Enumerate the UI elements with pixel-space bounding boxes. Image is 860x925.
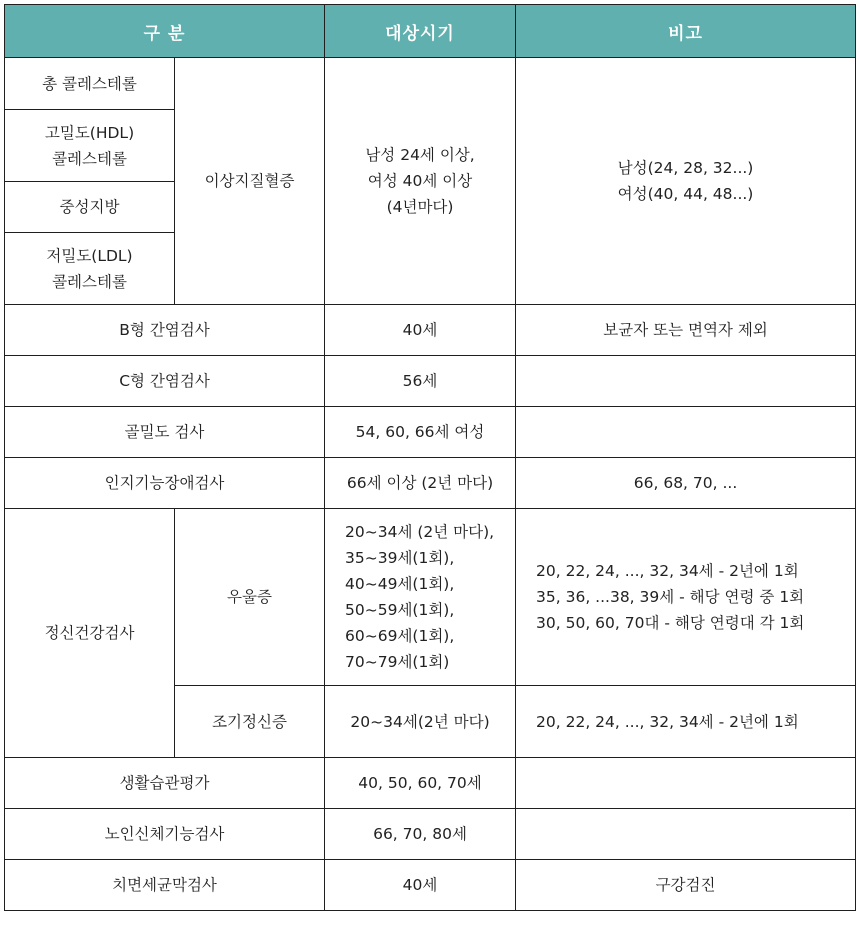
exam-period: 54, 60, 66세 여성 [325, 407, 516, 458]
lipid-item: 저밀도(LDL) 콜레스테롤 [5, 233, 175, 305]
exam-name: C형 간염검사 [5, 356, 325, 407]
exam-period: 66세 이상 (2년 마다) [325, 458, 516, 509]
depression-name: 우울증 [175, 509, 325, 686]
exam-period: 66, 70, 80세 [325, 809, 516, 860]
exam-name: 치면세균막검사 [5, 860, 325, 911]
table-row [5, 860, 856, 911]
exam-name: 생활습관평가 [5, 758, 325, 809]
exam-note: 보균자 또는 면역자 제외 [516, 305, 856, 356]
exam-name: 골밀도 검사 [5, 407, 325, 458]
header-note: 비고 [516, 5, 856, 58]
lipid-item: 총 콜레스테롤 [5, 58, 175, 110]
exam-name: 노인신체기능검사 [5, 809, 325, 860]
lipid-item: 중성지방 [5, 182, 175, 233]
exam-note: 구강검진 [516, 860, 856, 911]
psychosis-note: 20, 22, 24, ..., 32, 34세 - 2년에 1회 [516, 686, 856, 758]
exam-period: 40, 50, 60, 70세 [325, 758, 516, 809]
exam-period: 56세 [325, 356, 516, 407]
table-row [5, 58, 856, 110]
lipid-note: 남성(24, 28, 32...) 여성(40, 44, 48...) [516, 58, 856, 305]
screening-table [4, 4, 856, 911]
table-row [5, 809, 856, 860]
table-row [5, 758, 856, 809]
depression-period: 20~34세 (2년 마다), 35~39세(1회), 40~49세(1회), 50~59세(1회), 60~69세(1회), 70~79세(1회) [325, 509, 516, 686]
exam-note [516, 356, 856, 407]
table-row [5, 509, 856, 686]
exam-note [516, 758, 856, 809]
table-row [5, 356, 856, 407]
exam-note [516, 809, 856, 860]
exam-period: 40세 [325, 305, 516, 356]
table-row [5, 407, 856, 458]
header-category: 구 분 [5, 5, 325, 58]
header-row [5, 5, 856, 58]
exam-note: 66, 68, 70, ... [516, 458, 856, 509]
table-row [5, 458, 856, 509]
exam-name: B형 간염검사 [5, 305, 325, 356]
lipid-group: 이상지질혈증 [175, 58, 325, 305]
depression-note: 20, 22, 24, ..., 32, 34세 - 2년에 1회 35, 36, ...38, 39세 - 해당 연령 중 1회 30, 50, 60, 70대 - 해당 연령대 각 1회 [516, 509, 856, 686]
psychosis-name: 조기정신증 [175, 686, 325, 758]
exam-period: 40세 [325, 860, 516, 911]
exam-name: 인지기능장애검사 [5, 458, 325, 509]
header-period: 대상시기 [325, 5, 516, 58]
psychosis-period: 20~34세(2년 마다) [325, 686, 516, 758]
lipid-period: 남성 24세 이상, 여성 40세 이상 (4년마다) [325, 58, 516, 305]
lipid-item: 고밀도(HDL) 콜레스테롤 [5, 110, 175, 182]
mental-group: 정신건강검사 [5, 509, 175, 758]
exam-note [516, 407, 856, 458]
table-row [5, 305, 856, 356]
